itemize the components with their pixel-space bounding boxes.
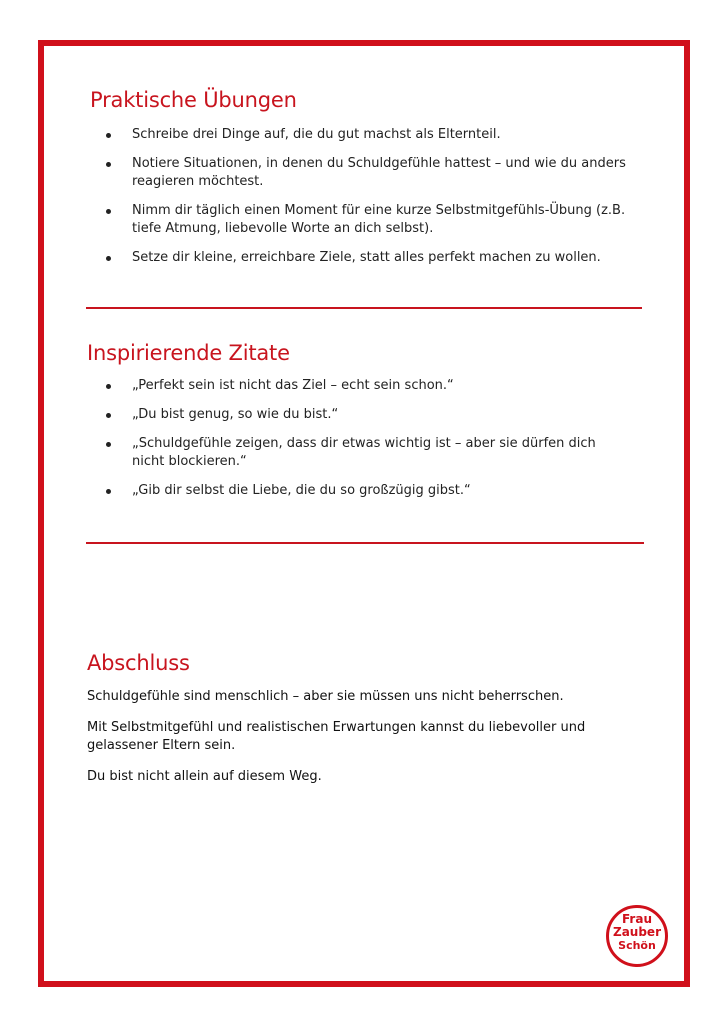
logo-text-schoen: Schön xyxy=(618,939,656,952)
list-item: Schreibe drei Dinge auf, die du gut machst als Elternteil. xyxy=(88,126,628,144)
section-divider xyxy=(86,542,644,544)
heading-inspiring-quotes: Inspirierende Zitate xyxy=(87,341,290,365)
list-item: Nimm dir täglich einen Moment für eine kurze Selbstmitgefühls-Übung (z.B. tiefe Atmung, liebevolle Worte an dich selbst). xyxy=(88,202,628,238)
practical-exercises-list xyxy=(88,126,628,278)
quotes-list xyxy=(88,377,628,511)
heading-closing: Abschluss xyxy=(87,651,190,675)
closing-paragraph: Du bist nicht allein auf diesem Weg. xyxy=(87,769,322,784)
closing-paragraph: Schuldgefühle sind menschlich – aber sie müssen uns nicht beherrschen. xyxy=(87,689,564,704)
logo-text-zauber: Zauber xyxy=(613,925,661,939)
list-item: „Gib dir selbst die Liebe, die du so großzügig gibst.“ xyxy=(88,482,628,500)
heading-practical-exercises: Praktische Übungen xyxy=(90,88,297,112)
list-item: „Perfekt sein ist nicht das Ziel – echt sein schon.“ xyxy=(88,377,628,395)
list-item: „Schuldgefühle zeigen, dass dir etwas wichtig ist – aber sie dürfen dich nicht blockieren.“ xyxy=(88,435,628,471)
closing-paragraph: Mit Selbstmitgefühl und realistischen Erwartungen kannst du liebevoller und gelassener Eltern sein. xyxy=(87,720,586,753)
list-item: „Du bist genug, so wie du bist.“ xyxy=(88,406,628,424)
logo-text-frau: Frau xyxy=(622,912,652,926)
section-divider xyxy=(86,307,642,309)
list-item: Setze dir kleine, erreichbare Ziele, statt alles perfekt machen zu wollen. xyxy=(88,249,628,267)
list-item: Notiere Situationen, in denen du Schuldgefühle hattest – und wie du anders reagieren möchtest. xyxy=(88,155,628,191)
brand-logo xyxy=(606,905,668,967)
